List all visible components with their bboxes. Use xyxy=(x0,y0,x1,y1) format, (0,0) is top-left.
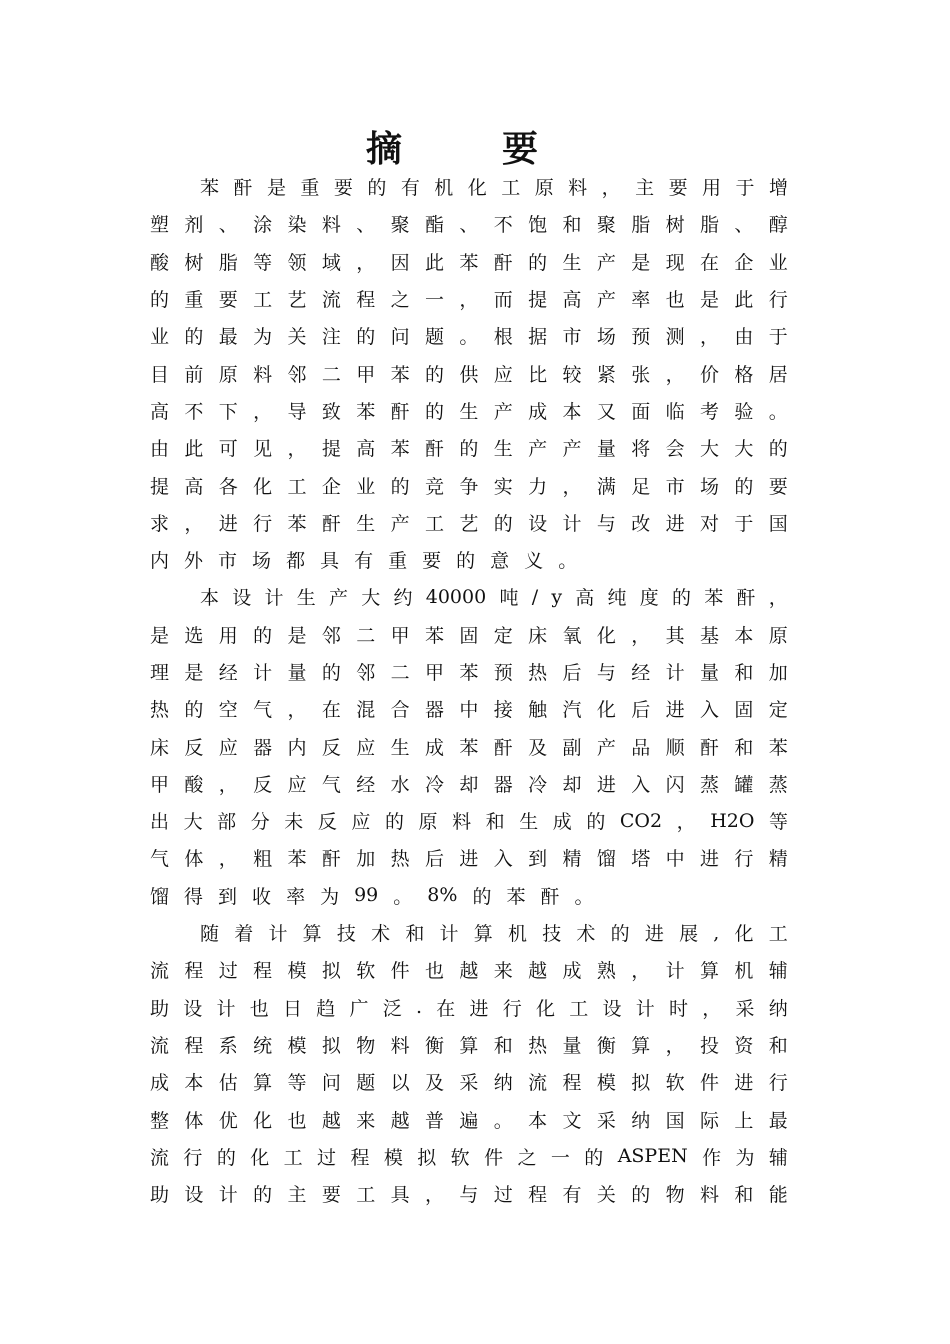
text-line: 馏 得 到 收 率 为 99 。 8% 的 苯 酐 。 xyxy=(150,884,594,908)
text-line: 流 行 的 化 工 过 程 模 拟 软 件 之 一 的 ASPEN 作 为 辅 xyxy=(150,1145,788,1169)
text-line: 的 重 要 工 艺 流 程 之 一 ， 而 提 高 产 率 也 是 此 行 xyxy=(150,289,788,312)
text-line: 成 本 估 算 等 问 题 以 及 采 纳 流 程 模 拟 软 件 进 行 xyxy=(150,1072,788,1095)
text-line: 提 高 各 化 工 企 业 的 竞 争 实 力 ， 满 足 市 场 的 要 xyxy=(150,475,788,498)
page-title: 摘 要 xyxy=(365,129,570,170)
text-line: 目 前 原 料 邻 二 甲 苯 的 供 应 比 较 紧 张 ， 价 格 居 xyxy=(150,363,788,386)
text-line: 甲 酸 ， 反 应 气 经 水 冷 却 器 冷 却 进 入 闪 蒸 罐 蒸 xyxy=(150,773,788,796)
abstract-body xyxy=(150,168,788,1212)
text-line: 求 ， 进 行 苯 酐 生 产 工 艺 的 设 计 与 改 进 对 于 国 xyxy=(150,512,788,535)
text-line: 酸 树 脂 等 领 域 ， 因 此 苯 酐 的 生 产 是 现 在 企 业 xyxy=(150,251,788,274)
text-line: 气 体 ， 粗 苯 酐 加 热 后 进 入 到 精 馏 塔 中 进 行 精 xyxy=(150,848,788,871)
text-line: 高 不 下 ， 导 致 苯 酐 的 生 产 成 本 又 面 临 考 验 。 xyxy=(150,400,788,423)
text-line: 热 的 空 气 ， 在 混 合 器 中 接 触 汽 化 后 进 入 固 定 xyxy=(150,699,788,722)
text-line: 理 是 经 计 量 的 邻 二 甲 苯 预 热 后 与 经 计 量 和 加 xyxy=(150,662,788,684)
text-line: 塑 剂 、 涂 染 料 、 聚 酯 、 不 饱 和 聚 脂 树 脂 、 醇 xyxy=(150,214,788,237)
text-line: 整 体 优 化 也 越 来 越 普 遍 。 本 文 采 纳 国 际 上 最 xyxy=(150,1109,788,1132)
text-line: 随 着 计 算 技 术 和 计 算 机 技 术 的 进 展 , 化 工 xyxy=(200,921,788,946)
text-line: 内 外 市 场 都 具 有 重 要 的 意 义 。 xyxy=(150,550,578,573)
text-line: 流 程 过 程 模 拟 软 件 也 越 来 越 成 熟 ， 计 算 机 辅 xyxy=(150,960,788,983)
text-line: 床 反 应 器 内 反 应 生 成 苯 酐 及 副 产 品 顺 酐 和 苯 xyxy=(150,736,788,759)
text-line: 由 此 可 见 ， 提 高 苯 酐 的 生 产 产 量 将 会 大 大 的 xyxy=(150,438,788,461)
text-line: 出 大 部 分 未 反 应 的 原 料 和 生 成 的 CO2 ， H2O 等 xyxy=(150,809,788,834)
text-line: 助 设 计 也 日 趋 广 泛 . 在 进 行 化 工 设 计 时 ， 采 纳 xyxy=(150,996,788,1020)
text-line: 苯 酐 是 重 要 的 有 机 化 工 原 料 ， 主 要 用 于 增 xyxy=(200,177,788,200)
text-line: 流 程 系 统 模 拟 物 料 衡 算 和 热 量 衡 算 ， 投 资 和 xyxy=(150,1034,788,1057)
text-line: 业 的 最 为 关 注 的 问 题 。 根 据 市 场 预 测 ， 由 于 xyxy=(150,326,788,349)
text-line: 助 设 计 的 主 要 工 具 ， 与 过 程 有 关 的 物 料 和 能 xyxy=(150,1184,788,1207)
text-line: 是 选 用 的 是 邻 二 甲 苯 固 定 床 氧 化 ， 其 基 本 原 xyxy=(150,624,788,647)
text-line: 本 设 计 生 产 大 约 40000 吨 / y 高 纯 度 的 苯 酐 ， xyxy=(200,585,788,610)
